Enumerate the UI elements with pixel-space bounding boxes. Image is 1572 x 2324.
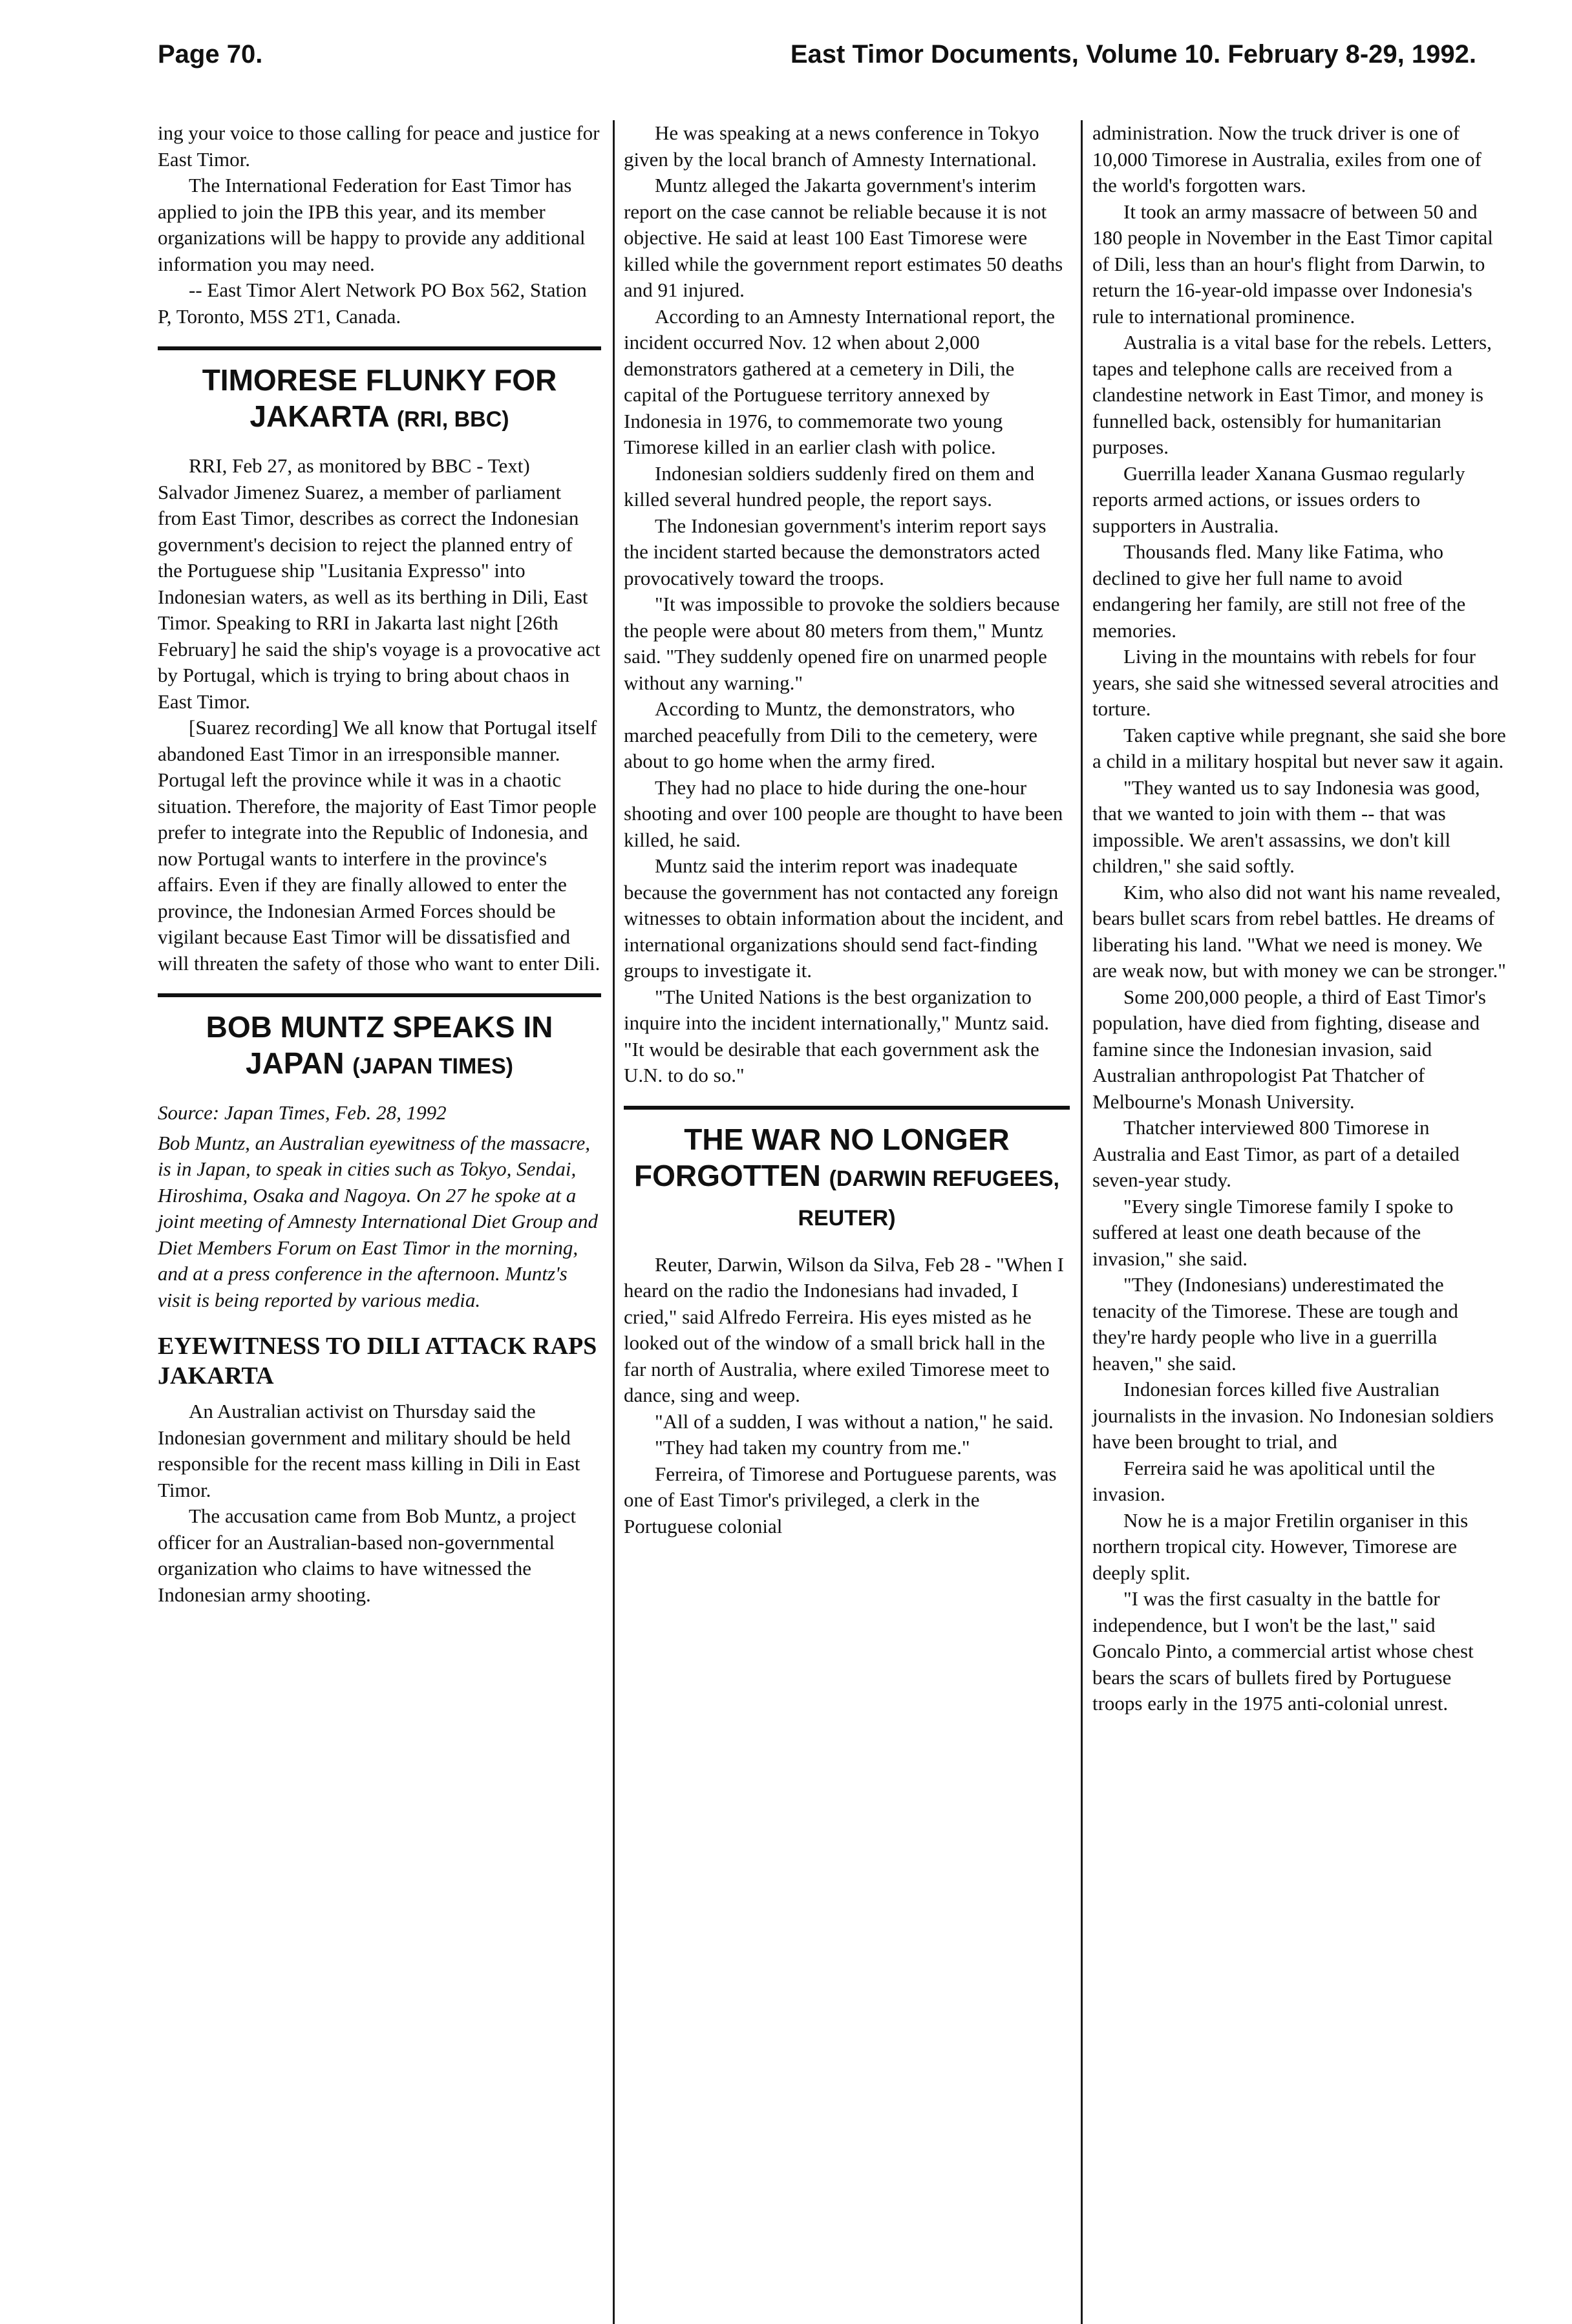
article-paragraph: Ferreira said he was apolitical until the invasion. [1092,1456,1436,1505]
article-source: (DARWIN REFUGEES, REUTER) [798,1166,1059,1231]
article-paragraph: "Every single Timorese family I spoke to suffered at least one death because of the invasion," she said. [1092,1194,1454,1270]
section-rule [158,993,601,997]
article-title-text: BOB MUNTZ SPEAKS IN JAPAN [206,1010,553,1080]
article-paragraph: "I was the first casualty in the battle for independence, but I won't be the last," said Goncalo Pinto, a commercial artist whose chest bears the scars of bullets fired by Portuguese troops early in the 1975 anti-colonial unrest. [1092,1587,1474,1715]
section-rule [158,346,601,350]
article-paragraph: "They wanted us to say Indonesia was good, that we wanted to join with them -- that was impossible. We aren't assassins, we don't kill children," she said softly. [1092,776,1480,877]
article-paragraph: They had no place to hide during the one-hour shooting and over 100 people are thought to have been killed, he said. [624,776,1063,851]
article-paragraph: The accusation came from Bob Muntz, a project officer for an Australian-based non-governmental organization who claims to have witnessed the Indonesian army shooting. [158,1505,577,1606]
article-paragraph: Thatcher interviewed 800 Timorese in Australia and East Timor, as part of a detailed seven-year study. [1092,1116,1460,1191]
article-paragraph: "The United Nations is the best organization to inquire into the incident internationally," Muntz said. "It would be desirable that each government ask the U.N. to do so." [624,985,1050,1086]
source-line: Source: Japan Times, Feb. 28, 1992 [158,1101,447,1124]
article-title-text: TIMORESE FLUNKY FOR JAKARTA [202,363,557,433]
article-paragraph: "It was impossible to provoke the soldiers because the people were about 80 meters from them," Muntz said. "They suddenly opened fire on unarmed people without any warning." [624,593,1060,694]
article-paragraph: It took an army massacre of between 50 and 180 people in November in the East Timor capital of Dili, less than an hour's flight from Darwin, to return the 16-year-old impasse over Indonesia's rule to international prominence. [1092,200,1493,328]
article-paragraph: Ferreira, of Timorese and Portuguese parents, was one of East Timor's privileged, a clerk in the Portuguese colonial [624,1462,1057,1537]
article-paragraph: An Australian activist on Thursday said the Indonesian government and military should be held responsible for the recent mass killing in Dili in East Timor. [158,1400,580,1501]
article-paragraph: "They (Indonesians) underestimated the tenacity of the Timorese. These are tough and they're hardy people who live in a guerrilla heaven," she said. [1092,1273,1458,1375]
article-paragraph: According to an Amnesty International report, the incident occurred Nov. 12 when about 2,000 demonstrators gathered at a cemetery in Dili, the capital of the Portuguese territory annexed by Indonesia in 1976, to commemorate two young Timorese killed in an earlier clash with police. [624,304,1055,458]
page-header [158,40,1476,79]
article-paragraph: RRI, Feb 27, as monitored by BBC - Text) Salvador Jimenez Suarez, a member of parliament from East Timor, describes as correct the Indonesian government's decision to reject the planned entry of the Portuguese ship "Lusitania Expresso" into Indonesian waters, as well as its berthing in Dili, East Timor. Speaking to RRI in Jakarta last night [26th February] he said the ship's voyage is a provocative act by Portugal, which is trying to bring about chaos in East Timor. [158,454,600,713]
article-paragraph: According to Muntz, the demonstrators, who marched peacefully from Dili to the cemetery, were about to go home when the army fired. [624,697,1038,772]
article-subhead: EYEWITNESS TO DILI ATTACK RAPS JAKARTA [158,1333,597,1389]
article-paragraph: Now he is a major Fretilin organiser in this northern tropical city. However, Timorese are deeply split. [1092,1508,1469,1584]
column-2 [624,120,1070,1539]
article-paragraph: Guerrilla leader Xanana Gusmao regularly reports armed actions, or issues orders to supporters in Australia. [1092,461,1465,537]
article-paragraph: Indonesian forces killed five Australian journalists in the invasion. No Indonesian soldiers have been brought to trial, and [1092,1378,1494,1453]
article-title-war-no-longer-forgotten [624,1121,1070,1236]
article-title-text: THE WAR NO LONGER FORGOTTEN [634,1122,1010,1192]
column-divider-1 [613,120,615,2324]
column-1 [158,120,601,1608]
article-paragraph: "They had taken my country from me." [655,1436,970,1459]
article-paragraph: Some 200,000 people, a third of East Timor's population, have died from fighting, disease and famine since the Indonesian invasion, said Australian anthropologist Pat Thatcher of Melbourne's Monash University. [1092,985,1486,1113]
article-paragraph: He was speaking at a news conference in Tokyo given by the local branch of Amnesty International. [624,121,1039,171]
article-paragraph: Taken captive while pregnant, she said she bore a child in a military hospital but never saw it again. [1092,723,1506,772]
page-number: Page 70. [158,40,263,69]
article-paragraph: The Indonesian government's interim report says the incident started because the demonstrators acted provocatively toward the troops. [624,514,1046,589]
article-title-bob-muntz [158,1009,601,1084]
publication-title: East Timor Documents, Volume 10. February 8-29, 1992. [790,40,1476,69]
column-divider-2 [1081,120,1083,2324]
article-paragraph: Indonesian soldiers suddenly fired on them and killed several hundred people, the report says. [624,461,1035,511]
article-paragraph: Reuter, Darwin, Wilson da Silva, Feb 28 - "When I heard on the radio the Indonesians had invaded, I cried," said Alfredo Ferreira. His eyes misted as he looked out of the window of a small brick hall in the far north of Australia, where exiled Timorese meet to dance, sing and weep. [624,1252,1064,1406]
article-paragraph: [Suarez recording] We all know that Portugal itself abandoned East Timor in an irresponsible manner. Portugal left the province while it was in a chaotic situation. Therefore, the majority of East Timor people prefer to integrate into the Republic of Indonesia, and now Portugal wants to interfere in the province's affairs. Even if they are finally allowed to enter the province, the Indonesian Armed Forces should be vigilant because East Timor will be dissatisfied and will threaten the safety of those who want to enter Dili. [158,716,600,975]
article-paragraph: Thousands fled. Many like Fatima, who declined to give her full name to avoid endangering her family, are still not free of the memories. [1092,540,1466,642]
article-paragraph: administration. Now the truck driver is one of 10,000 Timorese in Australia, exiles from one of the world's forgotten wars. [1092,121,1482,196]
article-paragraph: Living in the mountains with rebels for four years, she said she witnessed several atrocities and torture. [1092,645,1499,720]
intro-address: -- East Timor Alert Network PO Box 562, Station P, Toronto, M5S 2T1, Canada. [158,279,587,328]
intro-paragraph: ing your voice to those calling for peace and justice for East Timor. [158,121,600,171]
article-source: (JAPAN TIMES) [352,1054,513,1079]
article-source: (RRI, BBC) [396,407,509,432]
article-paragraph: Australia is a vital base for the rebels. Letters, tapes and telephone calls are received from a clandestine network in East Timor, and money is funnelled back, ostensibly for humanitarian purposes. [1092,331,1492,458]
section-rule [624,1106,1070,1110]
article-intro: Bob Muntz, an Australian eyewitness of the massacre, is in Japan, to speak in cities such as Tokyo, Sendai, Hiroshima, Osaka and Nagoya. On 27 he spoke at a joint meeting of Amnesty International Diet Group and Diet Members Forum on East Timor in the morning, and at a press conference in the afternoon. Muntz's visit is being reported by various media. [158,1131,599,1311]
article-paragraph: Muntz said the interim report was inadequate because the government has not contacted any foreign witnesses to obtain information about the incident, and international organizations should send fact-finding groups to investigate it. [624,854,1064,982]
article-paragraph: Kim, who also did not want his name revealed, bears bullet scars from rebel battles. He dreams of liberating his land. "What we need is money. We are weak now, but with money we can be stronger." [1092,880,1506,982]
article-paragraph: "All of a sudden, I was without a nation," he said. [655,1410,1054,1433]
article-title-timorese-flunky [158,362,601,438]
intro-paragraph: The International Federation for East Timor has applied to join the IPB this year, and its member organizations will be happy to provide any additional information you may need. [158,174,586,275]
article-paragraph: Muntz alleged the Jakarta government's interim report on the case cannot be reliable because it is not objective. He said at least 100 East Timorese were killed while the government report estimates 50 deaths and 91 injured. [624,174,1063,301]
column-3 [1092,120,1506,1717]
